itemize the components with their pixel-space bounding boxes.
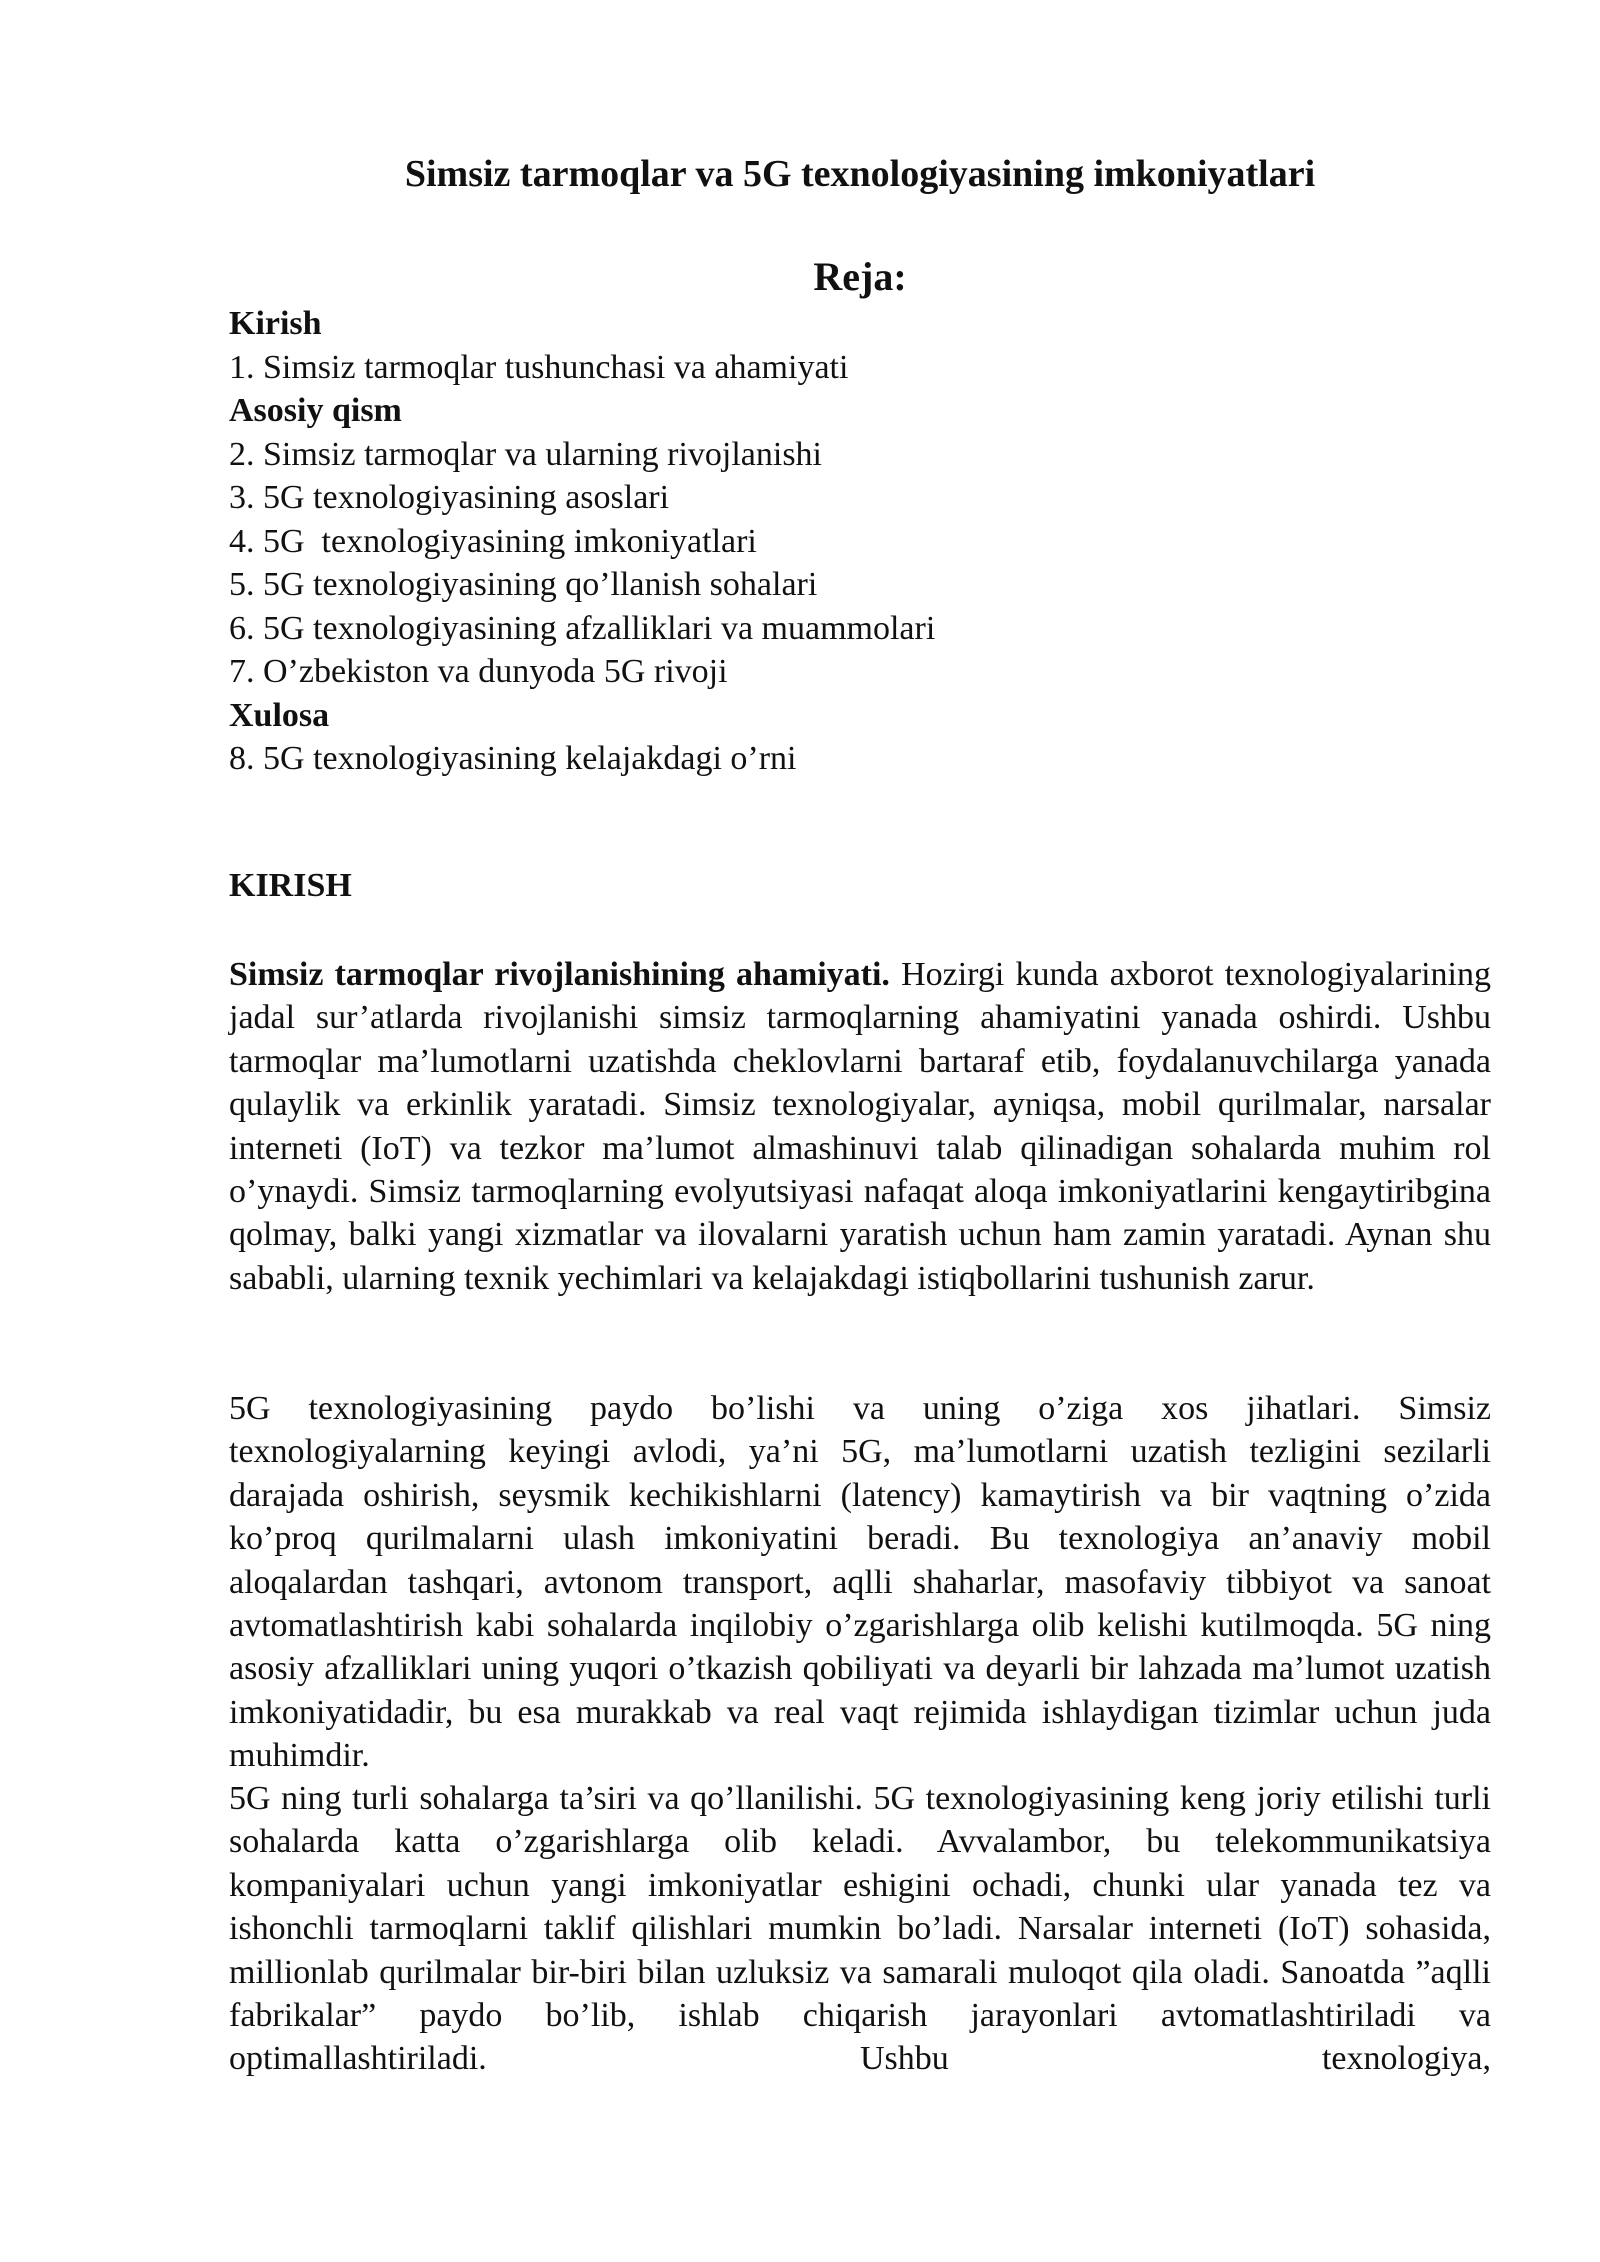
plan-item: 7. O’zbekiston va dunyoda 5G rivoji (229, 653, 728, 690)
plan-item: 5. 5G texnologiyasining qo’llanish sohalari (229, 566, 818, 603)
paragraph-text: Hozirgi kunda axborot texnologiyalarining jadal sur’atlarda rivojlanishi simsiz tarmoqlarning ahamiyatini yanada oshirdi. Ushbu tarmoqlar ma’lumotlarni uzatishda cheklovlarni bartaraf etib, foydalanuvchilarga yanada qulaylik va erkinlik yaratadi. Simsiz texnologiyalar, ayniqsa, mobil qurilmalar, narsalar interneti (IoT) va tezkor ma’lumot almashinuvi talab qilinadigan sohalarda muhim rol o’ynaydi. Simsiz tarmoqlarning evolyutsiyasi nafaqat aloqa imkoniyatlarini kengaytiribgina qolmay, balki yangi xizmatlar va ilovalarni yaratish uchun ham zamin yaratadi. Aynan shu sababli, ularning texnik yechimlari va kelajakdagi istiqbollarini tushunish zarur. (229, 956, 1491, 1297)
plan-item: 3. 5G texnologiyasining asoslari (229, 479, 670, 516)
plan-item: 1. Simsiz tarmoqlar tushunchasi va ahamiyati (229, 348, 849, 386)
plan-section-heading: Asosiy qism (229, 392, 402, 429)
plan-item: 4. 5G texnologiyasining imkoniyatlari (229, 522, 757, 560)
document-title: Simsiz tarmoqlar va 5G texnologiyasining imkoniyatlari (404, 153, 1316, 195)
plan-item: 2. Simsiz tarmoqlar va ularning rivojlanishi (229, 435, 823, 473)
paragraph-5g-emergence (229, 1387, 1491, 1778)
section-heading-kirish: KIRISH (229, 867, 352, 904)
plan-section-heading: Xulosa (229, 696, 330, 734)
paragraph-lead: Simsiz tarmoqlar rivojlanishining ahamiyati. (229, 956, 890, 993)
plan-item: 8. 5G texnologiyasining kelajakdagi o’rni (229, 740, 797, 777)
plan-section-heading: Kirish (229, 305, 322, 342)
paragraph-text: 5G ning turli sohalarga ta’siri va qo’llanilishi. 5G texnologiyasining keng joriy etilishi turli sohalarda katta o’zgarishlarga olib keladi. Avvalambor, bu telekommunikatsiya kompaniyalari uchun yangi imkoniyatlar eshigini ochadi, chunki ular yanada tez va ishonchli tarmoqlarni taklif qilishlari mumkin bo’ladi. Narsalar interneti (IoT) sohasida, millionlab qurilmalar bir-biri bilan uzluksiz va samarali muloqot qila oladi. Sanoatda ”aqlli fabrikalar” paydo bo’lib, ishlab chiqarish jarayonlari avtomatlashtiriladi va optimallashtiriladi. Ushbu texnologiya, (229, 1780, 1491, 2078)
plan-list (229, 302, 1491, 781)
paragraph-importance (229, 953, 1491, 1300)
paragraph-5g-impact (229, 1777, 1491, 2081)
plan-heading: Reja: (813, 254, 907, 299)
plan-item: 6. 5G texnologiyasining afzalliklari va muammolari (229, 609, 936, 647)
paragraph-text: 5G texnologiyasining paydo bo’lishi va uning o’ziga xos jihatlari. Simsiz texnologiyalarning keyingi avlodi, ya’ni 5G, ma’lumotlarni uzatish tezligini sezilarli darajada oshirish, seysmik kechikishlarni (latency) kamaytirish va bir vaqtning o’zida ko’proq qurilmalarni ulash imkoniyatini beradi. Bu texnologiya an’anaviy mobil aloqalardan tashqari, avtonom transport, aqlli shaharlar, masofaviy tibbiyot va sanoat avtomatlashtirish kabi sohalarda inqilobiy o’zgarishlarga olib kelishi kutilmoqda. 5G ning asosiy afzalliklari uning yuqori o’tkazish qobiliyati va deyarli bir lahzada ma’lumot uzatish imkoniyatidadir, bu esa murakkab va real vaqt rejimida ishlaydigan tizimlar uchun juda muhimdir. (229, 1390, 1491, 1775)
